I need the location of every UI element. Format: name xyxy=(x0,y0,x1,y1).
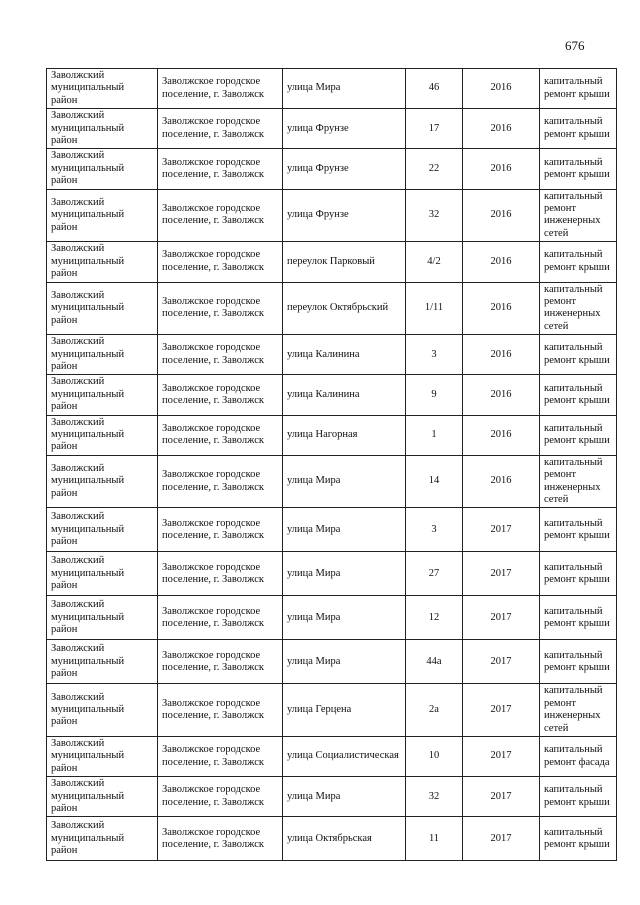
cell-house-number: 10 xyxy=(406,737,463,777)
table-row xyxy=(47,149,617,189)
cell-year: 2017 xyxy=(463,508,540,552)
cell-district: Заволжский муниципальный район xyxy=(47,552,158,596)
cell-work-type: капитальный ремонт крыши xyxy=(540,242,617,282)
cell-settlement: Заволжское городское поселение, г. Заволжск xyxy=(158,282,283,335)
cell-district: Заволжский муниципальный район xyxy=(47,282,158,335)
cell-street: улица Мира xyxy=(283,69,406,109)
cell-year: 2016 xyxy=(463,149,540,189)
cell-house-number: 27 xyxy=(406,552,463,596)
cell-work-type: капитальный ремонт крыши xyxy=(540,508,617,552)
cell-street: улица Фрунзе xyxy=(283,149,406,189)
cell-work-type: капитальный ремонт крыши xyxy=(540,415,617,455)
cell-street: улица Октябрьская xyxy=(283,817,406,861)
cell-year: 2017 xyxy=(463,777,540,817)
cell-street: улица Мира xyxy=(283,508,406,552)
cell-district: Заволжский муниципальный район xyxy=(47,508,158,552)
cell-district: Заволжский муниципальный район xyxy=(47,777,158,817)
cell-district: Заволжский муниципальный район xyxy=(47,149,158,189)
table-row xyxy=(47,552,617,596)
cell-year: 2017 xyxy=(463,552,540,596)
cell-settlement: Заволжское городское поселение, г. Заволжск xyxy=(158,375,283,415)
cell-house-number: 1/11 xyxy=(406,282,463,335)
cell-work-type: капитальный ремонт крыши xyxy=(540,375,617,415)
cell-district: Заволжский муниципальный район xyxy=(47,455,158,508)
table-row xyxy=(47,817,617,861)
cell-work-type: капитальный ремонт инженерных сетей xyxy=(540,189,617,242)
cell-year: 2016 xyxy=(463,282,540,335)
cell-street: улица Фрунзе xyxy=(283,189,406,242)
cell-work-type: капитальный ремонт фасада xyxy=(540,737,617,777)
cell-year: 2016 xyxy=(463,69,540,109)
cell-settlement: Заволжское городское поселение, г. Заволжск xyxy=(158,508,283,552)
cell-year: 2017 xyxy=(463,640,540,684)
cell-settlement: Заволжское городское поселение, г. Заволжск xyxy=(158,737,283,777)
cell-street: улица Герцена xyxy=(283,684,406,737)
cell-house-number: 2а xyxy=(406,684,463,737)
cell-work-type: капитальный ремонт крыши xyxy=(540,109,617,149)
cell-street: улица Калинина xyxy=(283,335,406,375)
cell-street: улица Калинина xyxy=(283,375,406,415)
table-row xyxy=(47,596,617,640)
table-row xyxy=(47,282,617,335)
table-body xyxy=(47,69,617,861)
repair-schedule-table xyxy=(46,68,617,861)
table-row xyxy=(47,189,617,242)
cell-street: переулок Парковый xyxy=(283,242,406,282)
cell-house-number: 44а xyxy=(406,640,463,684)
cell-district: Заволжский муниципальный район xyxy=(47,415,158,455)
cell-house-number: 46 xyxy=(406,69,463,109)
cell-house-number: 32 xyxy=(406,777,463,817)
cell-work-type: капитальный ремонт крыши xyxy=(540,596,617,640)
cell-work-type: капитальный ремонт инженерных сетей xyxy=(540,282,617,335)
table-row xyxy=(47,508,617,552)
page-number: 676 xyxy=(565,38,585,53)
cell-house-number: 22 xyxy=(406,149,463,189)
cell-settlement: Заволжское городское поселение, г. Заволжск xyxy=(158,817,283,861)
cell-work-type: капитальный ремонт инженерных сетей xyxy=(540,684,617,737)
cell-house-number: 1 xyxy=(406,415,463,455)
cell-settlement: Заволжское городское поселение, г. Заволжск xyxy=(158,640,283,684)
cell-settlement: Заволжское городское поселение, г. Заволжск xyxy=(158,596,283,640)
cell-district: Заволжский муниципальный район xyxy=(47,242,158,282)
cell-house-number: 3 xyxy=(406,508,463,552)
cell-district: Заволжский муниципальный район xyxy=(47,640,158,684)
cell-house-number: 11 xyxy=(406,817,463,861)
table-row xyxy=(47,69,617,109)
cell-settlement: Заволжское городское поселение, г. Заволжск xyxy=(158,684,283,737)
cell-year: 2016 xyxy=(463,109,540,149)
cell-settlement: Заволжское городское поселение, г. Заволжск xyxy=(158,242,283,282)
cell-house-number: 17 xyxy=(406,109,463,149)
cell-district: Заволжский муниципальный район xyxy=(47,335,158,375)
table-row xyxy=(47,109,617,149)
cell-year: 2017 xyxy=(463,817,540,861)
cell-street: улица Социалистическая xyxy=(283,737,406,777)
cell-street: улица Мира xyxy=(283,596,406,640)
cell-year: 2016 xyxy=(463,242,540,282)
cell-district: Заволжский муниципальный район xyxy=(47,109,158,149)
cell-settlement: Заволжское городское поселение, г. Заволжск xyxy=(158,777,283,817)
table-row xyxy=(47,737,617,777)
cell-work-type: капитальный ремонт крыши xyxy=(540,69,617,109)
cell-settlement: Заволжское городское поселение, г. Заволжск xyxy=(158,189,283,242)
cell-settlement: Заволжское городское поселение, г. Заволжск xyxy=(158,149,283,189)
table-row xyxy=(47,455,617,508)
cell-district: Заволжский муниципальный район xyxy=(47,189,158,242)
cell-settlement: Заволжское городское поселение, г. Заволжск xyxy=(158,415,283,455)
cell-district: Заволжский муниципальный район xyxy=(47,69,158,109)
table-row xyxy=(47,684,617,737)
cell-street: улица Фрунзе xyxy=(283,109,406,149)
cell-work-type: капитальный ремонт крыши xyxy=(540,817,617,861)
cell-year: 2016 xyxy=(463,189,540,242)
table-row xyxy=(47,415,617,455)
cell-house-number: 3 xyxy=(406,335,463,375)
cell-house-number: 32 xyxy=(406,189,463,242)
cell-district: Заволжский муниципальный район xyxy=(47,684,158,737)
cell-street: улица Нагорная xyxy=(283,415,406,455)
cell-year: 2016 xyxy=(463,375,540,415)
table-row xyxy=(47,242,617,282)
cell-year: 2017 xyxy=(463,684,540,737)
table-row xyxy=(47,375,617,415)
cell-street: улица Мира xyxy=(283,455,406,508)
cell-house-number: 4/2 xyxy=(406,242,463,282)
cell-settlement: Заволжское городское поселение, г. Заволжск xyxy=(158,109,283,149)
cell-work-type: капитальный ремонт инженерных сетей xyxy=(540,455,617,508)
cell-street: улица Мира xyxy=(283,640,406,684)
cell-work-type: капитальный ремонт крыши xyxy=(540,640,617,684)
cell-settlement: Заволжское городское поселение, г. Заволжск xyxy=(158,69,283,109)
table-row xyxy=(47,640,617,684)
table-row xyxy=(47,335,617,375)
cell-settlement: Заволжское городское поселение, г. Заволжск xyxy=(158,552,283,596)
cell-district: Заволжский муниципальный район xyxy=(47,737,158,777)
cell-house-number: 12 xyxy=(406,596,463,640)
cell-work-type: капитальный ремонт крыши xyxy=(540,777,617,817)
cell-district: Заволжский муниципальный район xyxy=(47,596,158,640)
cell-work-type: капитальный ремонт крыши xyxy=(540,335,617,375)
cell-house-number: 14 xyxy=(406,455,463,508)
cell-district: Заволжский муниципальный район xyxy=(47,817,158,861)
cell-settlement: Заволжское городское поселение, г. Заволжск xyxy=(158,335,283,375)
cell-year: 2017 xyxy=(463,596,540,640)
cell-year: 2016 xyxy=(463,455,540,508)
cell-street: улица Мира xyxy=(283,552,406,596)
cell-work-type: капитальный ремонт крыши xyxy=(540,149,617,189)
cell-settlement: Заволжское городское поселение, г. Заволжск xyxy=(158,455,283,508)
cell-work-type: капитальный ремонт крыши xyxy=(540,552,617,596)
cell-street: переулок Октябрьский xyxy=(283,282,406,335)
cell-district: Заволжский муниципальный район xyxy=(47,375,158,415)
cell-year: 2016 xyxy=(463,335,540,375)
cell-street: улица Мира xyxy=(283,777,406,817)
cell-house-number: 9 xyxy=(406,375,463,415)
cell-year: 2017 xyxy=(463,737,540,777)
cell-year: 2016 xyxy=(463,415,540,455)
table-row xyxy=(47,777,617,817)
